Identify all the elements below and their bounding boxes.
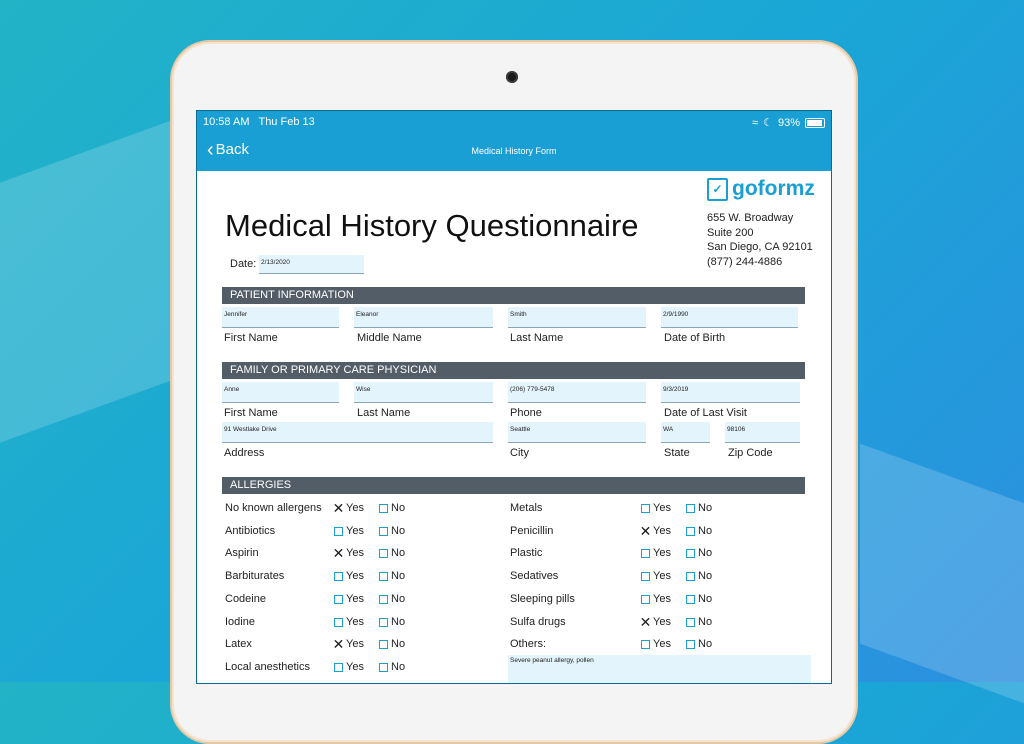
nav-title: Medical History Form (471, 146, 557, 156)
section-header-physician: FAMILY OR PRIMARY CARE PHYSICIAN (222, 362, 805, 379)
physician-first-name-label: First Name (224, 407, 278, 419)
others-allergy-field[interactable]: Severe peanut allergy, pollen (508, 655, 811, 684)
section-header-allergies: ALLERGIES (222, 477, 805, 494)
no-label: No (698, 615, 713, 628)
battery-icon (805, 118, 825, 128)
no-label: No (698, 570, 713, 583)
allergy-yes-checkbox[interactable]: ✕ (332, 500, 345, 516)
wifi-icon: ≈ (752, 116, 759, 129)
camera-icon (506, 71, 518, 83)
allergy-yes-checkbox[interactable] (641, 504, 650, 513)
tablet-screen (196, 110, 832, 684)
allergy-name: Latex (225, 638, 252, 651)
yes-label: Yes (346, 570, 364, 583)
allergy-name: Iodine (225, 615, 255, 628)
yes-label: Yes (653, 638, 671, 651)
allergy-yes-checkbox[interactable] (641, 572, 650, 581)
allergy-yes-checkbox[interactable] (641, 595, 650, 604)
allergy-no-checkbox[interactable] (379, 595, 388, 604)
allergy-no-checkbox[interactable] (686, 549, 695, 558)
physician-city-label: City (510, 447, 529, 459)
middle-name-field[interactable]: Eleanor (354, 307, 493, 328)
allergy-yes-checkbox[interactable] (334, 595, 343, 604)
allergy-name: Barbiturates (225, 570, 285, 583)
no-label: No (698, 502, 713, 514)
allergy-yes-checkbox[interactable] (641, 640, 650, 649)
allergy-name: Sleeping pills (510, 592, 575, 605)
allergy-name: Penicillin (510, 524, 554, 537)
allergy-yes-checkbox[interactable] (334, 618, 343, 627)
time-text: 10:58 AM (203, 116, 250, 128)
no-label: No (391, 592, 406, 605)
first-name-label: First Name (224, 332, 278, 344)
no-label: No (391, 524, 406, 537)
physician-first-name-field[interactable]: Anne (222, 382, 339, 403)
last-visit-label: Date of Last Visit (664, 407, 747, 419)
physician-city-field[interactable]: Seattle (508, 422, 646, 443)
no-label: No (698, 547, 713, 560)
allergy-no-checkbox[interactable] (686, 595, 695, 604)
allergy-name: Local anesthetics (225, 660, 310, 673)
date-field[interactable]: 2/13/2020 (259, 255, 364, 274)
yes-label: Yes (346, 660, 364, 673)
allergy-no-checkbox[interactable] (686, 527, 695, 536)
physician-state-label: State (664, 447, 690, 459)
dob-field[interactable]: 2/9/1990 (661, 307, 798, 328)
allergy-name: Plastic (510, 547, 543, 560)
no-label: No (391, 570, 406, 583)
allergy-no-checkbox[interactable] (379, 663, 388, 672)
yes-label: Yes (346, 638, 364, 651)
logo-text: goformz (732, 177, 815, 200)
status-time (203, 116, 315, 128)
physician-address-field[interactable]: 91 Westlake Drive (222, 422, 493, 443)
allergy-yes-checkbox[interactable] (334, 663, 343, 672)
moon-icon: ☾ (763, 117, 773, 129)
allergy-name: Sulfa drugs (510, 615, 566, 628)
physician-phone-field[interactable]: (206) 779-5478 (508, 382, 646, 403)
battery-percent: 93% (777, 116, 800, 129)
no-label: No (391, 547, 406, 560)
address-phone: (877) 244-4886 (707, 255, 783, 268)
form-page (197, 171, 831, 683)
allergy-yes-checkbox[interactable] (641, 549, 650, 558)
allergy-name: Antibiotics (225, 524, 276, 537)
address-line: 655 W. Broadway (707, 212, 794, 224)
allergy-name: No known allergens (225, 502, 322, 514)
yes-label: Yes (346, 615, 364, 628)
nav-bar (197, 111, 831, 171)
checkbox-logo-icon: ✓ (707, 178, 728, 201)
physician-zip-label: Zip Code (728, 447, 773, 459)
no-label: No (391, 638, 406, 651)
yes-label: Yes (653, 592, 671, 605)
yes-label: Yes (346, 547, 364, 560)
allergy-no-checkbox[interactable] (379, 527, 388, 536)
allergy-yes-checkbox[interactable]: ✕ (639, 613, 652, 630)
yes-label: Yes (653, 615, 671, 628)
allergy-name: Sedatives (510, 570, 559, 583)
status-icons (752, 116, 825, 129)
date-text: Thu Feb 13 (258, 116, 315, 128)
battery-fill (807, 120, 822, 126)
date-label: Date: (230, 258, 257, 270)
allergy-name: Aspirin (225, 547, 259, 560)
last-visit-field[interactable]: 9/3/2019 (661, 382, 800, 403)
allergy-no-checkbox[interactable] (379, 640, 388, 649)
allergy-no-checkbox[interactable] (379, 504, 388, 513)
address-line: Suite 200 (707, 226, 754, 239)
allergy-name: Metals (510, 502, 543, 514)
logo (707, 177, 815, 201)
no-label: No (698, 524, 713, 537)
physician-last-name-label: Last Name (357, 407, 411, 419)
allergy-no-checkbox[interactable] (379, 549, 388, 558)
physician-zip-field[interactable]: 98106 (725, 422, 800, 443)
background-shape (860, 444, 1024, 717)
allergy-no-checkbox[interactable] (686, 640, 695, 649)
dob-label: Date of Birth (664, 332, 726, 344)
physician-state-field[interactable]: WA (661, 422, 710, 443)
allergy-no-checkbox[interactable] (686, 572, 695, 581)
background-shape (0, 117, 180, 443)
allergy-yes-checkbox[interactable]: ✕ (332, 636, 345, 653)
physician-last-name-field[interactable]: Wise (354, 382, 493, 403)
yes-label: Yes (346, 592, 364, 605)
last-name-field[interactable]: Smith (508, 307, 646, 328)
back-label: Back (215, 141, 250, 158)
chevron-left-icon: ‹ (207, 138, 214, 161)
yes-label: Yes (653, 547, 671, 560)
no-label: No (391, 615, 406, 628)
allergy-name: Others: (510, 638, 547, 651)
section-header-patient: PATIENT INFORMATION (222, 287, 805, 304)
yes-label: Yes (346, 524, 364, 537)
no-label: No (698, 592, 713, 605)
no-label: No (698, 638, 713, 651)
allergy-no-checkbox[interactable] (379, 572, 388, 581)
allergy-yes-checkbox[interactable] (334, 572, 343, 581)
allergy-no-checkbox[interactable] (686, 504, 695, 513)
last-name-label: Last Name (510, 332, 564, 344)
yes-label: Yes (653, 524, 671, 537)
address-line: San Diego, CA 92101 (707, 241, 813, 253)
allergy-yes-checkbox[interactable]: ✕ (332, 545, 345, 562)
no-label: No (391, 660, 406, 673)
first-name-field[interactable]: Jennifer (222, 307, 339, 328)
yes-label: Yes (346, 502, 364, 514)
form-title: Medical History Questionnaire (225, 208, 639, 243)
allergy-yes-checkbox[interactable] (334, 527, 343, 536)
no-label: No (391, 502, 406, 514)
yes-label: Yes (653, 502, 671, 514)
middle-name-label: Middle Name (357, 332, 422, 344)
allergy-no-checkbox[interactable] (686, 618, 695, 627)
physician-phone-label: Phone (510, 407, 542, 419)
allergy-no-checkbox[interactable] (379, 618, 388, 627)
allergy-name: Codeine (225, 592, 266, 605)
company-address (707, 211, 813, 269)
allergy-yes-checkbox[interactable]: ✕ (639, 522, 652, 539)
physician-address-label: Address (224, 447, 265, 459)
yes-label: Yes (653, 570, 671, 583)
